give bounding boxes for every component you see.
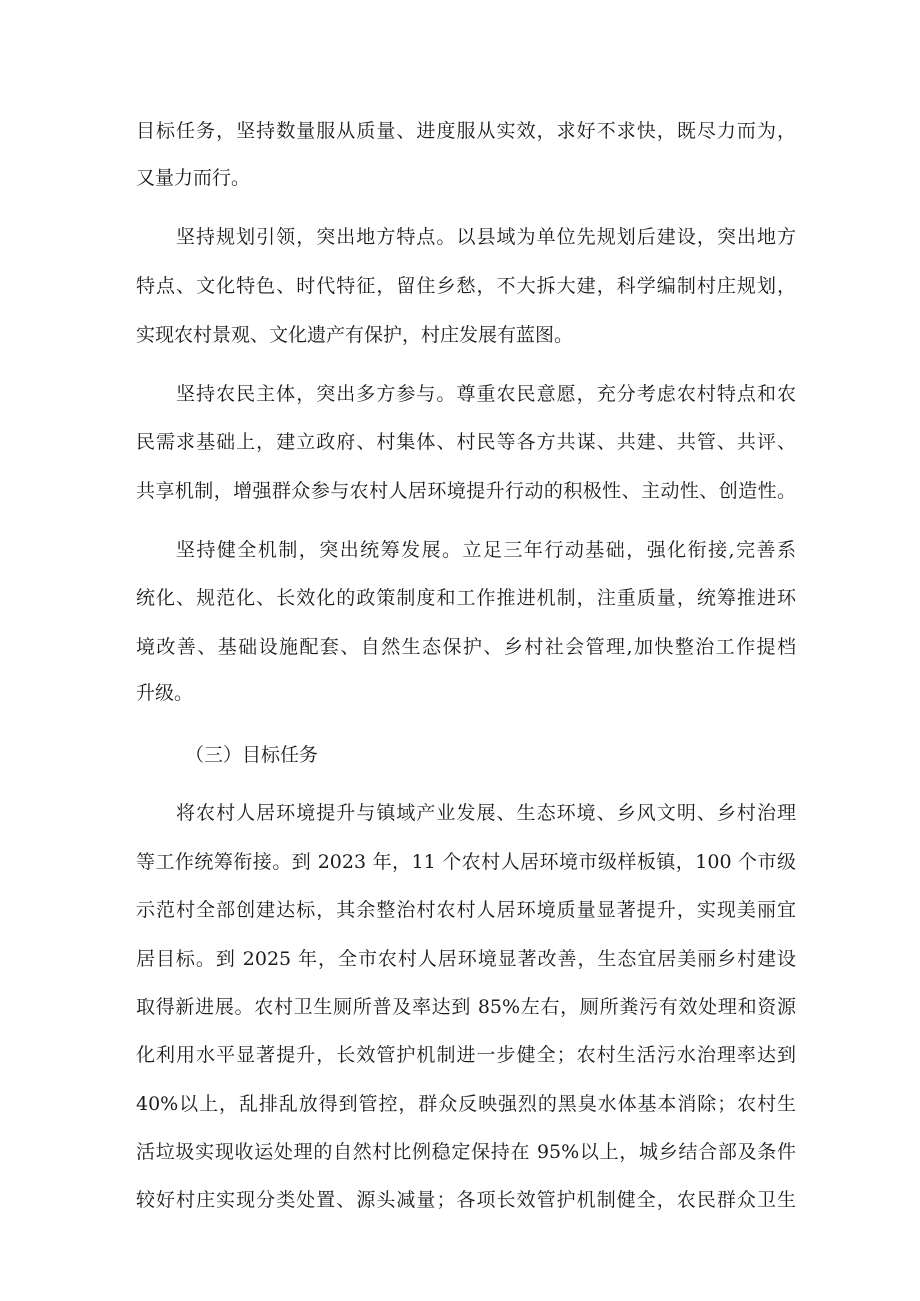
paragraph-line: 坚持规划引领，突出地方特点。以县域为单位先规划后建设，突出地方 [176,226,796,248]
paragraph-line: 较好村庄实现分类处置、源头减量；各项长效管护机制健全，农民群众卫生 [136,1189,796,1211]
paragraph-line: 境改善、基础设施配套、自然生态保护、乡村社会管理,加快整治工作提档 [136,636,796,658]
paragraph-line: 活垃圾实现收运处理的自然村比例稳定保持在 95%以上，城乡结合部及条件 [136,1141,796,1163]
paragraph-line: 目标任务，坚持数量服从质量、进度服从实效，求好不求快，既尽力而为， [136,120,796,142]
paragraph-line: 升级。 [136,682,194,704]
paragraph-line: 坚持农民主体，突出多方参与。尊重农民意愿，充分考虑农村特点和农 [176,383,796,405]
paragraph-line: 等工作统筹衔接。到 2023 年，11 个农村人居环境市级样板镇，100 个市级 [136,851,796,873]
paragraph-line: 统化、规范化、长效化的政策制度和工作推进机制，注重质量，统筹推进环 [136,587,796,609]
paragraph-line: 取得新进展。农村卫生厕所普及率达到 85%左右，厕所粪污有效处理和资源 [136,996,796,1018]
paragraph-line: 将农村人居环境提升与镇域产业发展、生态环境、乡风文明、乡村治理 [176,802,796,824]
paragraph-line: 民需求基础上，建立政府、村集体、村民等各方共谋、共建、共管、共评、 [136,431,796,453]
section-heading: （三）目标任务 [185,744,319,766]
paragraph-line: 化利用水平显著提升，长效管护机制进一步健全；农村生活污水治理率达到 [136,1044,796,1066]
paragraph-line: 居目标。到 2025 年，全市农村人居环境显著改善，生态宜居美丽乡村建设 [136,948,796,970]
paragraph-line: 又量力而行。 [136,167,251,189]
paragraph-line: 坚持健全机制，突出统筹发展。立足三年行动基础，强化衔接,完善系 [176,539,796,561]
paragraph-line: 40%以上，乱排乱放得到管控，群众反映强烈的黑臭水体基本消除；农村生 [136,1093,796,1115]
paragraph-line: 实现农村景观、文化遗产有保护，村庄发展有蓝图。 [136,324,574,346]
paragraph-line: 特点、文化特色、时代特征，留住乡愁，不大拆大建，科学编制村庄规划， [136,275,796,297]
paragraph-line: 示范村全部创建达标，其余整治村农村人居环境质量显著提升，实现美丽宜 [136,899,796,921]
paragraph-line: 共享机制，增强群众参与农村人居环境提升行动的积极性、主动性、创造性。 [136,480,796,502]
